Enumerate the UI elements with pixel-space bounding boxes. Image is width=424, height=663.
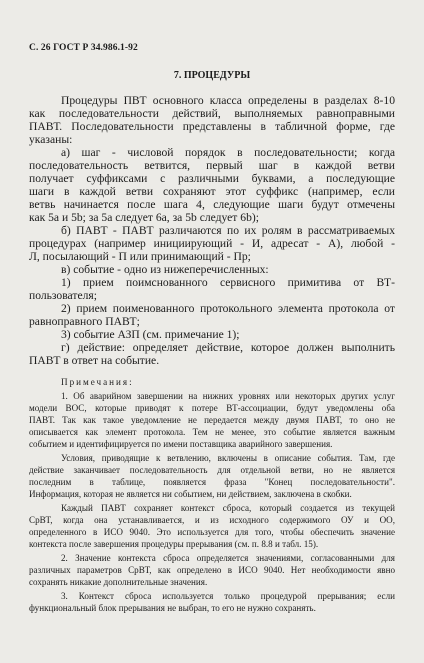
body-line: г) действие: определяет действие, которое должен выполнить <box>61 341 395 354</box>
note-line: Каждый ПАВТ сохраняет контекст сброса, который создается из текущей <box>61 503 395 513</box>
body-line: ветвь начинается после шага 4, следующие шаги будут отмечены <box>29 198 395 211</box>
note-line: последним в таблице, появляется фраза "Конец последовательности". <box>29 477 395 487</box>
body-line: Процедуры ПВТ основного класса определены в разделах 8-10 <box>61 94 395 107</box>
notes-title: Примечания: <box>61 377 134 387</box>
section-title: 7. ПРОЦЕДУРЫ <box>173 70 251 81</box>
body-line: получает суффиксами с различными буквами, а последующие <box>29 172 395 185</box>
note-line: СрВТ, когда она устанавливается, и из исходного содержимого ОУ и ОО, <box>29 515 395 525</box>
note-line: 1. Об аварийном завершении на нижних уровнях или некоторых других услуг <box>61 391 395 401</box>
note-line: действие заканчивает последовательность для отдельной ветви, но не является <box>29 465 395 475</box>
note-line: 2. Значение контекста сброса определяется значениями, согласованными для <box>61 553 395 563</box>
body-line: как 5a и 5b; за 5a следует 6a, за 5b следует 6b); <box>29 211 259 224</box>
body-line: пользователя; <box>29 289 97 302</box>
note-line: 3. Контекст сброса используется только процедурой прерывания; если <box>61 591 395 601</box>
body-line: в) событие - одно из нижеперечисленных: <box>61 263 269 276</box>
note-line: ПАВТ. Так как такое уведомление не передается между двумя ПАВТ, то оно не <box>29 415 395 425</box>
body-line: ПАВТ. Последовательности представлены в табличной форме, где <box>29 120 395 133</box>
body-line: последовательность ветвится, первый шаг в каждой ветви <box>29 159 395 172</box>
body-line: 2) прием поименованного протокольного элемента протокола от <box>61 302 395 315</box>
page-header: С. 26 ГОСТ Р 34.986.1-92 <box>29 43 138 53</box>
body-line: ПАВТ в ответ на событие. <box>29 354 160 367</box>
body-line: процедурах (например инициирующий - И, адресат - А), любой - <box>29 237 395 250</box>
body-line: 3) событие АЗП (см. примечание 1); <box>61 328 240 341</box>
body-line: б) ПАВТ - ПАВТ различаются по их ролям в рассматриваемых <box>61 224 395 237</box>
note-line: событием и идентифицируется по имени поставщика аварийного завершения. <box>29 439 333 449</box>
note-line: различных параметров СрВТ, как определено в ИСО 9040. Нет необходимости явно <box>29 565 395 575</box>
body-line: как последовательности действий, выполняемых равноправными <box>29 107 395 120</box>
body-line: Л, посылающий - П или принимающий - Пр; <box>29 250 251 263</box>
body-line: шаги в каждой ветви сохраняют этот суффикс (например, если <box>29 185 395 198</box>
note-line: Информация, которая не является ни событием, ни действием, заключена в скобки. <box>29 489 352 499</box>
body-line: указаны: <box>29 133 73 146</box>
note-line: функциональный блок прерывания не выбран, то его не нужно сохранять. <box>29 603 316 613</box>
body-line: равноправного ПАВТ; <box>29 315 140 328</box>
note-line: модели ВОС, которые приводят к потере ВТ-ассоциации, будут уведомлены оба <box>29 403 395 413</box>
body-line: 1) прием поимснованного сервисного примитива от ВТ- <box>61 276 395 289</box>
note-line: Условия, приводящие к ветвлению, включены в описание события. Там, где <box>61 453 395 463</box>
note-line: определенного в ИСО 9040. Это используется для того, чтобы обеспечить значение <box>29 527 395 537</box>
note-line: описывается как элемент протокола. Тем не менее, это событие является важным <box>29 427 395 437</box>
note-line: контекста после завершения процедуры прерывания (см. п. 8.8 и табл. 15). <box>29 539 319 549</box>
body-line: а) шаг - числовой порядок в последовательности; когда <box>61 146 395 159</box>
note-line: сохранять никакие дополнительные значения. <box>29 577 208 587</box>
